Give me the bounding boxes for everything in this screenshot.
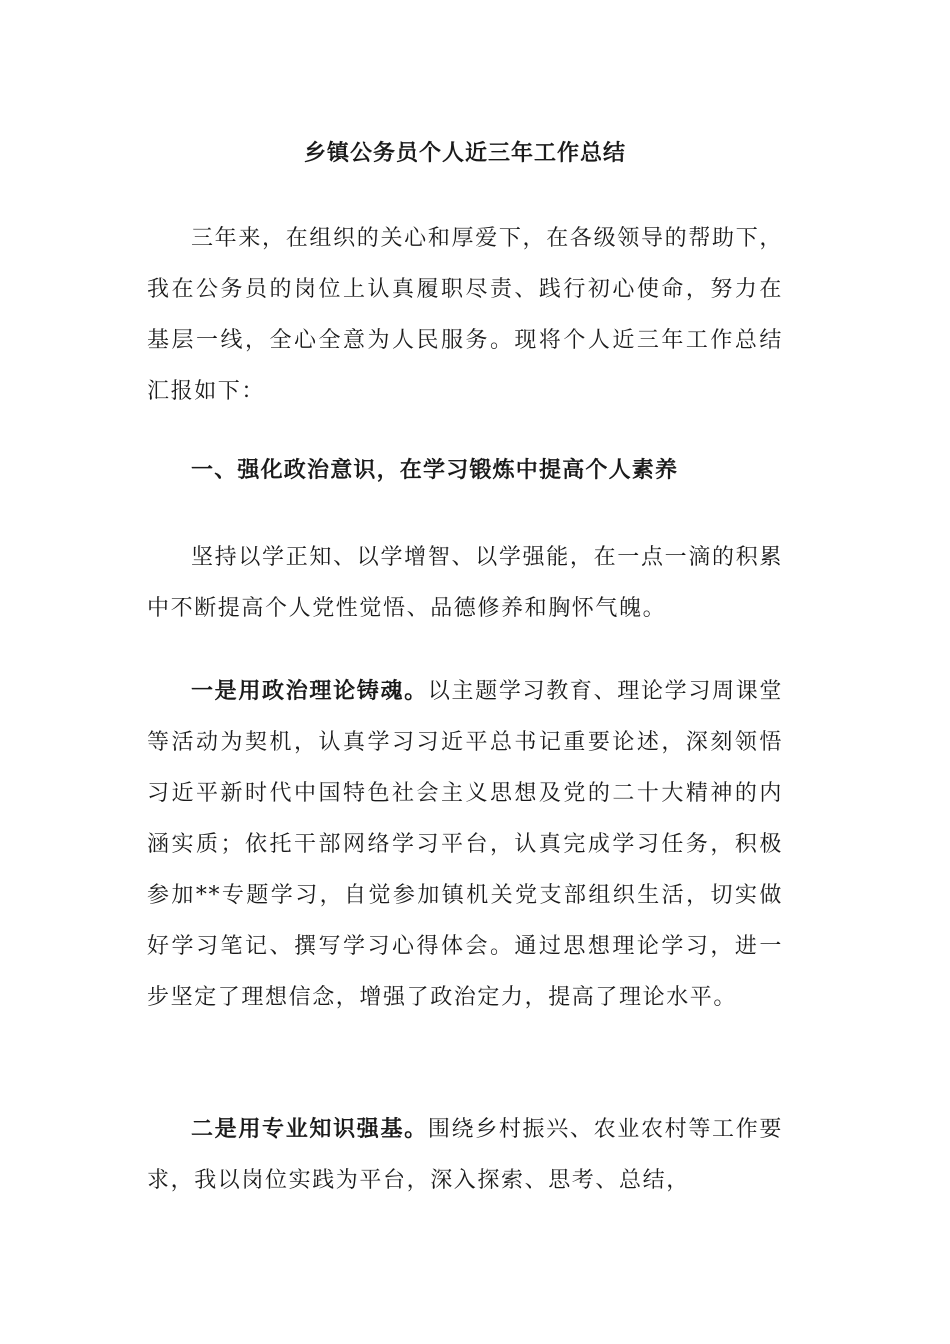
point-two-body: 围绕乡村振兴、农业农村等工作要求，我以岗位实践为平台，深入探索、思考、总结， [147, 1117, 783, 1193]
point-one-paragraph [147, 666, 783, 1023]
section-heading: 一、强化政治意识，在学习锻炼中提高个人素养 [191, 457, 679, 483]
point-one-lead: 一是用政治理论铸魂。 [191, 678, 428, 704]
section-summary-paragraph: 坚持以学正知、以学增智、以学强能，在一点一滴的积累中不断提高个人党性觉悟、品德修养和胸怀气魄。 [147, 545, 783, 621]
point-two-lead: 二是用专业知识强基。 [191, 1116, 428, 1142]
intro-paragraph: 三年来，在组织的关心和厚爱下，在各级领导的帮助下，我在公务员的岗位上认真履职尽责、践行初心使命，努力在基层一线，全心全意为人民服务。现将个人近三年工作总结汇报如下： [147, 226, 783, 404]
point-two-paragraph [147, 1104, 783, 1206]
point-one-body: 以主题学习教育、理论学习周课堂等活动为契机，认真学习习近平总书记重要论述，深刻领悟习近平新时代中国特色社会主义思想及党的二十大精神的内涵实质；依托干部网络学习平台，认真完成学习任务，积极参加**专题学习，自觉参加镇机关党支部组织生活，切实做好学习笔记、撰写学习心得体会。通过思想理论学习，进一步坚定了理想信念，增强了政治定力，提高了理论水平。 [147, 679, 783, 1010]
document-title: 乡镇公务员个人近三年工作总结 [303, 140, 626, 166]
